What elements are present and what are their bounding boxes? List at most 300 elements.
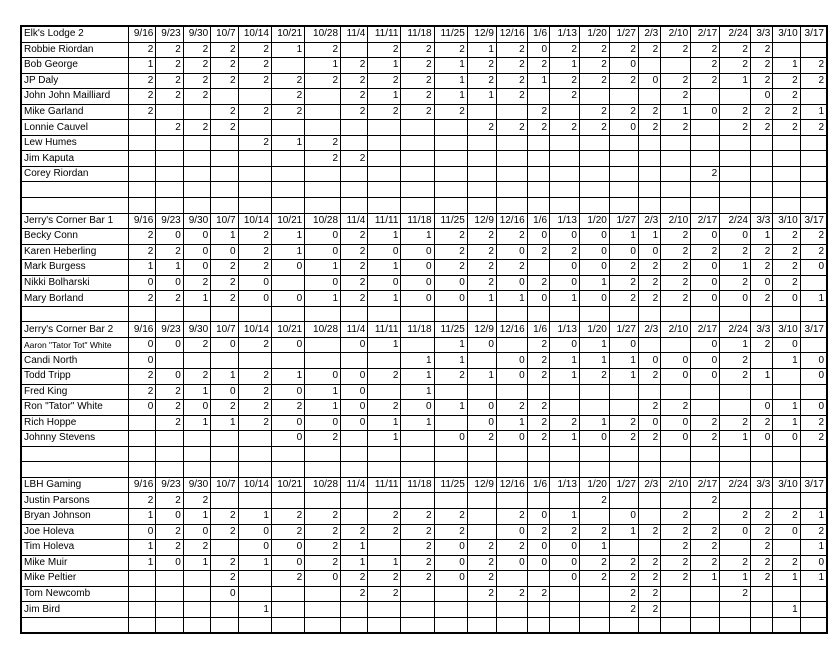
score-cell: 2 (156, 493, 183, 509)
score-cell: 0 (720, 229, 751, 245)
score-cell: 0 (401, 244, 434, 260)
score-cell: 1 (211, 369, 238, 385)
empty-cell (271, 446, 304, 462)
empty-cell (691, 617, 720, 633)
empty-cell (434, 617, 467, 633)
player-row (21, 586, 827, 602)
score-cell: 0 (496, 275, 527, 291)
score-cell: 2 (691, 524, 720, 540)
score-cell (467, 151, 496, 167)
score-cell: 2 (638, 260, 660, 276)
date-header: 10/28 (305, 213, 341, 229)
score-cell: 2 (750, 120, 772, 136)
score-cell: 2 (467, 244, 496, 260)
score-cell (401, 135, 434, 151)
score-cell: 2 (271, 400, 304, 416)
score-cell: 2 (609, 260, 638, 276)
score-cell: 2 (341, 151, 368, 167)
score-cell: 1 (183, 555, 210, 571)
score-cell (341, 353, 368, 369)
player-name: Todd Tripp (21, 369, 128, 385)
score-cell: 2 (720, 58, 751, 74)
score-cell: 1 (550, 291, 580, 307)
score-cell (271, 586, 304, 602)
score-cell: 2 (368, 508, 401, 524)
score-cell: 2 (434, 508, 467, 524)
score-cell (183, 602, 210, 618)
score-cell: 2 (638, 524, 660, 540)
empty-cell (527, 617, 549, 633)
empty-cell (368, 446, 401, 462)
score-cell: 1 (128, 508, 155, 524)
empty-cell (305, 446, 341, 462)
score-cell: 2 (609, 415, 638, 431)
score-cell: 2 (579, 571, 609, 587)
empty-cell (773, 462, 800, 478)
date-header: 3/10 (773, 213, 800, 229)
score-cell (467, 493, 496, 509)
empty-cell (661, 446, 691, 462)
score-cell: 2 (305, 524, 341, 540)
score-cell: 0 (527, 508, 549, 524)
date-header: 9/30 (183, 213, 210, 229)
score-cell: 2 (750, 104, 772, 120)
score-cell (238, 120, 271, 136)
date-header: 1/13 (550, 213, 580, 229)
score-cell (550, 493, 580, 509)
score-cell: 0 (661, 415, 691, 431)
score-cell: 0 (211, 586, 238, 602)
score-cell: 2 (661, 508, 691, 524)
score-cell (128, 415, 155, 431)
player-row (21, 89, 827, 105)
score-cell: 0 (691, 337, 720, 353)
player-name: Corey Riordan (21, 166, 128, 182)
player-name: Bob George (21, 58, 128, 74)
score-cell: 2 (720, 120, 751, 136)
date-header: 11/4 (341, 213, 368, 229)
score-cell: 2 (434, 369, 467, 385)
date-header: 2/24 (720, 477, 751, 493)
score-cell: 0 (527, 42, 549, 58)
score-cell (750, 353, 772, 369)
score-cell (496, 104, 527, 120)
score-cell (638, 135, 660, 151)
date-header: 1/27 (609, 26, 638, 42)
spacer-row (21, 446, 827, 462)
score-cell (638, 508, 660, 524)
score-cell: 2 (750, 260, 772, 276)
score-cell: 2 (609, 42, 638, 58)
empty-cell (661, 462, 691, 478)
score-cell: 2 (527, 400, 549, 416)
score-cell: 0 (305, 415, 341, 431)
score-cell: 2 (638, 291, 660, 307)
score-cell: 0 (401, 275, 434, 291)
score-cell (496, 135, 527, 151)
date-header: 1/6 (527, 322, 549, 338)
score-cell: 2 (211, 73, 238, 89)
score-cell: 1 (368, 229, 401, 245)
score-cell: 0 (434, 571, 467, 587)
empty-cell (579, 182, 609, 198)
score-cell (496, 166, 527, 182)
score-cell (527, 493, 549, 509)
score-cell: 2 (128, 89, 155, 105)
empty-cell (368, 198, 401, 214)
player-name: Johnny Stevens (21, 431, 128, 447)
score-cell: 2 (183, 337, 210, 353)
date-header: 12/9 (467, 26, 496, 42)
score-cell: 2 (211, 508, 238, 524)
score-cell: 2 (341, 89, 368, 105)
empty-cell (238, 182, 271, 198)
score-cell: 1 (773, 353, 800, 369)
score-cell: 2 (579, 524, 609, 540)
score-cell: 0 (691, 260, 720, 276)
score-cell (609, 400, 638, 416)
empty-cell (434, 462, 467, 478)
score-cell: 2 (527, 58, 549, 74)
score-cell: 1 (368, 260, 401, 276)
score-cell: 2 (496, 260, 527, 276)
score-cell: 2 (609, 555, 638, 571)
score-cell (211, 151, 238, 167)
player-name: Mike Muir (21, 555, 128, 571)
score-cell: 0 (156, 229, 183, 245)
date-header: 11/25 (434, 322, 467, 338)
score-cell: 2 (661, 275, 691, 291)
score-cell: 0 (800, 353, 827, 369)
score-cell (720, 540, 751, 556)
score-cell: 1 (238, 602, 271, 618)
empty-cell (183, 617, 210, 633)
score-cell: 2 (467, 260, 496, 276)
score-cell (341, 508, 368, 524)
empty-cell (211, 446, 238, 462)
score-cell: 2 (773, 275, 800, 291)
score-cell: 2 (527, 120, 549, 136)
score-cell: 0 (434, 291, 467, 307)
score-cell: 0 (271, 337, 304, 353)
score-cell: 2 (238, 244, 271, 260)
empty-cell (156, 182, 183, 198)
date-header: 10/21 (271, 213, 304, 229)
score-cell: 0 (661, 353, 691, 369)
empty-cell (341, 462, 368, 478)
date-header: 2/10 (661, 322, 691, 338)
score-cell (183, 431, 210, 447)
score-cell: 2 (341, 244, 368, 260)
empty-cell (773, 198, 800, 214)
score-cell: 2 (368, 73, 401, 89)
score-cell: 1 (496, 291, 527, 307)
empty-cell (579, 462, 609, 478)
empty-cell (550, 306, 580, 322)
score-cell (720, 400, 751, 416)
score-cell: 0 (434, 555, 467, 571)
score-cell: 2 (750, 524, 772, 540)
score-cell: 0 (128, 353, 155, 369)
score-cell: 1 (341, 540, 368, 556)
player-row (21, 384, 827, 400)
score-cell: 0 (550, 275, 580, 291)
date-header: 11/18 (401, 322, 434, 338)
score-cell (211, 431, 238, 447)
player-row (21, 58, 827, 74)
score-cell: 2 (368, 400, 401, 416)
score-cell: 1 (305, 400, 341, 416)
score-cell (720, 151, 751, 167)
score-cell: 0 (550, 260, 580, 276)
score-cell (661, 135, 691, 151)
score-cell (496, 151, 527, 167)
score-cell: 1 (238, 508, 271, 524)
score-cell: 1 (211, 229, 238, 245)
empty-cell (128, 446, 155, 462)
score-cell: 0 (271, 555, 304, 571)
score-cell: 0 (773, 337, 800, 353)
score-cell (183, 586, 210, 602)
date-header: 10/28 (305, 322, 341, 338)
empty-cell (128, 617, 155, 633)
score-cell: 1 (579, 415, 609, 431)
empty-cell (401, 198, 434, 214)
score-cell: 0 (800, 369, 827, 385)
date-header: 2/17 (691, 322, 720, 338)
score-cell: 1 (579, 337, 609, 353)
score-cell: 2 (609, 571, 638, 587)
score-cell (609, 89, 638, 105)
score-cell (800, 166, 827, 182)
score-cell: 1 (271, 135, 304, 151)
score-cell: 2 (156, 58, 183, 74)
score-cell (467, 104, 496, 120)
score-cell: 2 (579, 58, 609, 74)
date-header: 2/3 (638, 213, 660, 229)
score-cell: 0 (579, 229, 609, 245)
score-cell: 2 (800, 73, 827, 89)
score-cell: 0 (156, 369, 183, 385)
date-header: 10/14 (238, 213, 271, 229)
score-cell (183, 166, 210, 182)
score-cell: 2 (550, 120, 580, 136)
score-cell: 2 (579, 104, 609, 120)
score-cell: 0 (368, 244, 401, 260)
player-row (21, 229, 827, 245)
score-cell (341, 166, 368, 182)
score-cell: 0 (691, 353, 720, 369)
score-cell: 2 (496, 586, 527, 602)
score-cell: 1 (183, 415, 210, 431)
date-header: 11/4 (341, 26, 368, 42)
empty-cell (434, 182, 467, 198)
player-name: Mark Burgess (21, 260, 128, 276)
score-cell: 1 (368, 415, 401, 431)
score-cell (467, 602, 496, 618)
score-cell: 1 (773, 58, 800, 74)
score-cell: 2 (434, 260, 467, 276)
empty-cell (434, 306, 467, 322)
date-header: 11/18 (401, 26, 434, 42)
score-cell (609, 540, 638, 556)
score-cell: 2 (341, 291, 368, 307)
score-cell (691, 400, 720, 416)
score-cell: 2 (661, 229, 691, 245)
score-cell: 2 (401, 571, 434, 587)
score-cell: 2 (527, 337, 549, 353)
score-cell (128, 135, 155, 151)
date-header: 10/28 (305, 477, 341, 493)
score-cell: 2 (434, 229, 467, 245)
spacer-row (21, 617, 827, 633)
empty-cell (691, 182, 720, 198)
score-cell: 0 (579, 291, 609, 307)
score-cell: 0 (527, 229, 549, 245)
score-cell: 2 (128, 104, 155, 120)
empty-cell (691, 446, 720, 462)
date-header: 11/11 (368, 477, 401, 493)
score-cell: 0 (271, 431, 304, 447)
score-cell: 1 (305, 291, 341, 307)
score-cell (305, 166, 341, 182)
player-name: Mary Borland (21, 291, 128, 307)
score-cell: 1 (550, 353, 580, 369)
empty-cell (305, 198, 341, 214)
score-cell (527, 260, 549, 276)
score-cell: 1 (609, 524, 638, 540)
score-cell (368, 493, 401, 509)
score-cell: 2 (305, 555, 341, 571)
score-cell: 1 (128, 260, 155, 276)
score-cell (401, 120, 434, 136)
score-cell (773, 384, 800, 400)
empty-cell (467, 306, 496, 322)
score-cell: 2 (156, 384, 183, 400)
score-cell (238, 151, 271, 167)
score-cell (527, 151, 549, 167)
score-cell: 2 (238, 104, 271, 120)
score-cell: 1 (579, 540, 609, 556)
score-cell: 0 (271, 291, 304, 307)
score-cell (128, 120, 155, 136)
score-cell: 1 (211, 415, 238, 431)
player-name: John John Mailliard (21, 89, 128, 105)
score-cell: 0 (467, 415, 496, 431)
empty-cell (467, 462, 496, 478)
score-cell (609, 135, 638, 151)
empty-cell (609, 617, 638, 633)
score-cell (211, 89, 238, 105)
score-cell (550, 400, 580, 416)
score-cell: 1 (661, 104, 691, 120)
empty-cell (800, 182, 827, 198)
score-cell (156, 571, 183, 587)
score-cell: 0 (579, 431, 609, 447)
empty-cell (305, 306, 341, 322)
score-cell (691, 602, 720, 618)
empty-cell (183, 182, 210, 198)
empty-cell (211, 198, 238, 214)
date-header: 10/14 (238, 322, 271, 338)
score-cell: 2 (211, 524, 238, 540)
score-cell: 0 (271, 540, 304, 556)
score-cell: 2 (496, 508, 527, 524)
score-cell (183, 135, 210, 151)
player-row (21, 244, 827, 260)
date-header: 3/17 (800, 322, 827, 338)
score-cell: 2 (527, 431, 549, 447)
score-cell: 2 (661, 120, 691, 136)
player-row (21, 369, 827, 385)
score-cell (271, 151, 304, 167)
score-cell: 2 (211, 104, 238, 120)
player-row (21, 602, 827, 618)
team-header-row (21, 477, 827, 493)
date-header: 1/20 (579, 213, 609, 229)
score-cell: 1 (305, 384, 341, 400)
empty-cell (467, 446, 496, 462)
score-cell: 0 (550, 337, 580, 353)
empty-cell (368, 462, 401, 478)
player-row (21, 400, 827, 416)
empty-cell (238, 198, 271, 214)
score-cell: 1 (305, 58, 341, 74)
empty-cell (496, 462, 527, 478)
score-cell: 1 (720, 73, 751, 89)
score-cell: 1 (800, 571, 827, 587)
score-cell (773, 166, 800, 182)
score-cell: 1 (128, 555, 155, 571)
empty-cell (720, 617, 751, 633)
empty-cell (271, 462, 304, 478)
empty-cell (305, 182, 341, 198)
empty-cell (341, 306, 368, 322)
score-cell (128, 166, 155, 182)
score-cell (401, 493, 434, 509)
date-header: 11/11 (368, 26, 401, 42)
score-cell: 2 (661, 89, 691, 105)
date-header: 10/14 (238, 477, 271, 493)
score-cell (271, 166, 304, 182)
score-cell: 2 (238, 135, 271, 151)
score-cell (661, 493, 691, 509)
team-name: Jerry's Corner Bar 2 (21, 322, 128, 338)
score-cell: 0 (305, 229, 341, 245)
score-cell: 1 (800, 291, 827, 307)
score-cell (401, 151, 434, 167)
empty-cell (800, 617, 827, 633)
player-name: Mike Peltier (21, 571, 128, 587)
score-cell: 0 (527, 540, 549, 556)
score-cell (773, 42, 800, 58)
score-cell (434, 120, 467, 136)
score-cell (305, 353, 341, 369)
score-cell: 2 (661, 260, 691, 276)
score-cell (305, 602, 341, 618)
score-cell: 2 (183, 369, 210, 385)
score-cell: 1 (434, 73, 467, 89)
score-cell: 1 (550, 431, 580, 447)
score-cell (691, 151, 720, 167)
score-cell: 0 (691, 104, 720, 120)
empty-cell (496, 306, 527, 322)
score-cell: 2 (550, 42, 580, 58)
score-cell: 2 (661, 73, 691, 89)
score-cell (128, 602, 155, 618)
score-cell: 2 (527, 586, 549, 602)
date-header: 3/3 (750, 322, 772, 338)
